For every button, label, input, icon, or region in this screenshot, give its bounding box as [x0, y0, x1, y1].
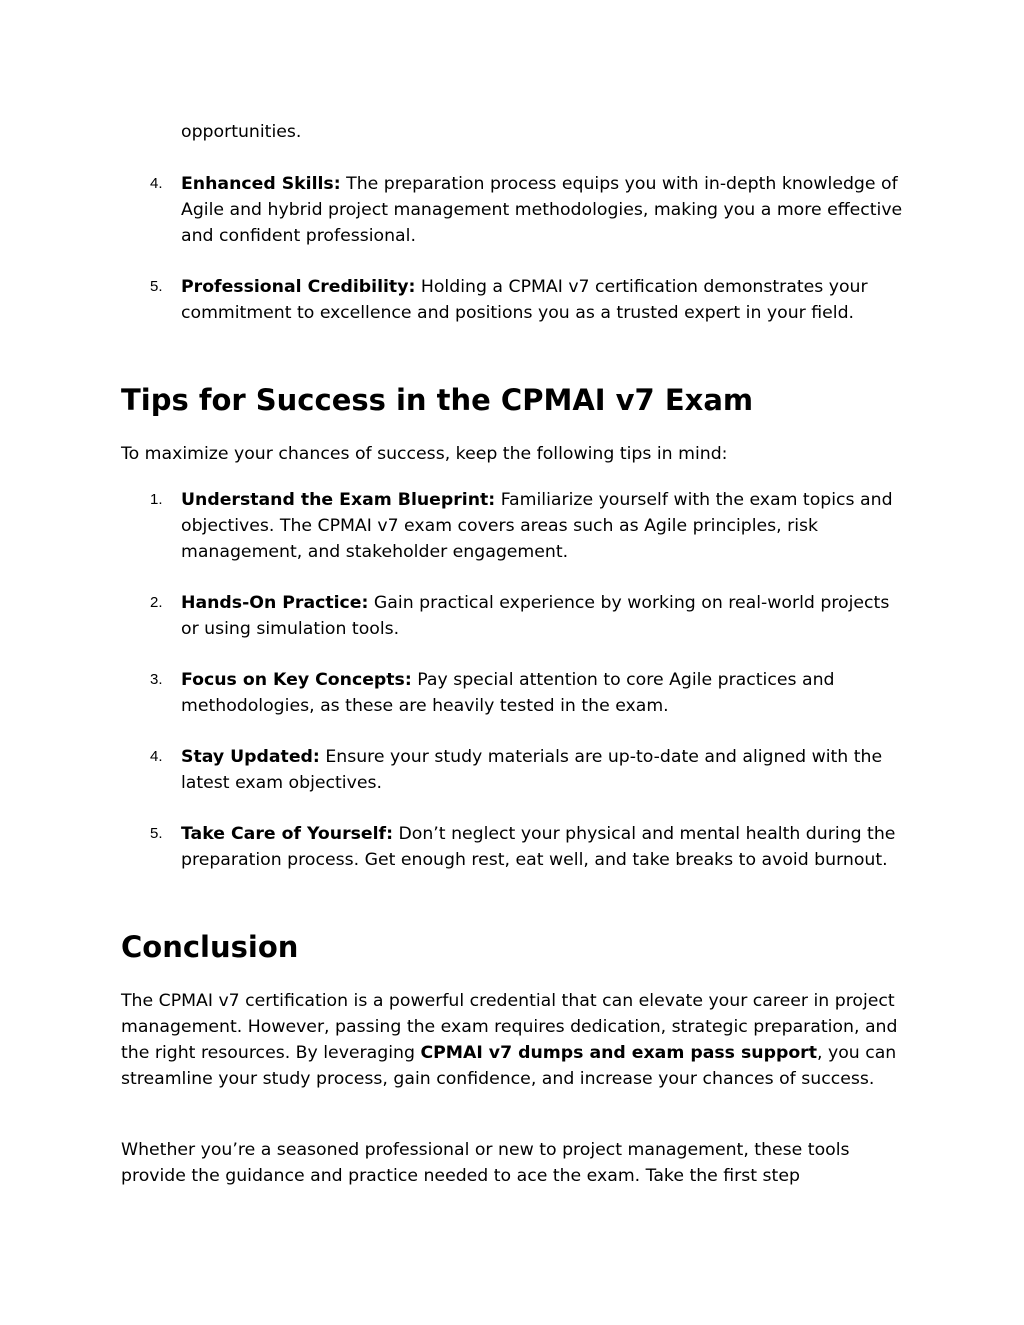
- list-number: 1.: [150, 491, 163, 508]
- list-item-title: Take Care of Yourself:: [181, 824, 393, 844]
- list-number: 4.: [150, 748, 163, 765]
- list-item-text: Pay special attention to core Agile practices and methodologies, as these are heavily tested in the exam.: [181, 670, 835, 716]
- list-number: 2.: [150, 594, 163, 611]
- tip-item-3: [121, 667, 911, 719]
- tip-item-5: [121, 821, 911, 873]
- list-item-text: Gain practical experience by working on real-world projects or using simulation tools.: [181, 593, 890, 639]
- benefit-item-4: [121, 171, 911, 249]
- list-number: 3.: [150, 671, 163, 688]
- list-item-body: [181, 590, 911, 642]
- list-item-title: Hands-On Practice:: [181, 593, 369, 613]
- conclusion-heading: Conclusion: [121, 930, 299, 964]
- list-item-body: [181, 274, 911, 326]
- list-number: 5.: [150, 278, 163, 295]
- conclusion-text-after: , you can streamline your study process, gain confidence, and increase your chances of success.: [121, 1043, 897, 1089]
- list-item-title: Understand the Exam Blueprint:: [181, 490, 496, 510]
- list-number: 4.: [150, 175, 163, 192]
- list-item-body: [181, 667, 911, 719]
- list-item-title: Stay Updated:: [181, 747, 320, 767]
- tips-intro: To maximize your chances of success, keep the following tips in mind:: [121, 444, 728, 464]
- benefit-item-5: [121, 274, 911, 326]
- tip-item-1: [121, 487, 911, 565]
- intro-continuation: opportunities.: [181, 122, 302, 142]
- list-item-text: Don’t neglect your physical and mental health during the preparation process. Get enough rest, eat well, and take breaks to avoid burnout.: [181, 824, 896, 870]
- list-item-text: Familiarize yourself with the exam topics and objectives. The CPMAI v7 exam covers areas such as Agile principles, risk management, and stakeholder engagement.: [181, 490, 893, 562]
- conclusion-paragraph-2: Whether you’re a seasoned professional or new to project management, these tools provide the guidance and practice needed to ace the exam. Take the first step: [121, 1140, 850, 1186]
- list-item-body: [181, 171, 911, 249]
- list-item-text: The preparation process equips you with in-depth knowledge of Agile and hybrid project management methodologies, making you a more effective and confident professional.: [181, 174, 903, 246]
- list-item-text: Ensure your study materials are up-to-date and aligned with the latest exam objectives.: [181, 747, 883, 793]
- list-item-body: [181, 821, 911, 873]
- list-item-title: Focus on Key Concepts:: [181, 670, 412, 690]
- conclusion-text-before: The CPMAI v7 certification is a powerful credential that can elevate your career in project management. However, passing the exam requires dedication, strategic preparation, and the right resources. By leveraging: [121, 991, 898, 1063]
- tip-item-4: [121, 744, 911, 796]
- list-item-title: Enhanced Skills:: [181, 174, 341, 194]
- tips-heading: Tips for Success in the CPMAI v7 Exam: [121, 383, 754, 417]
- list-item-body: [181, 744, 911, 796]
- list-item-body: [181, 487, 911, 565]
- conclusion-highlight: CPMAI v7 dumps and exam pass support: [420, 1043, 817, 1063]
- list-number: 5.: [150, 825, 163, 842]
- list-item-title: Professional Credibility:: [181, 277, 416, 297]
- conclusion-paragraph-1: [121, 988, 911, 1092]
- list-item-text: Holding a CPMAI v7 certification demonstrates your commitment to excellence and positions you as a trusted expert in your field.: [181, 277, 868, 323]
- tip-item-2: [121, 590, 911, 642]
